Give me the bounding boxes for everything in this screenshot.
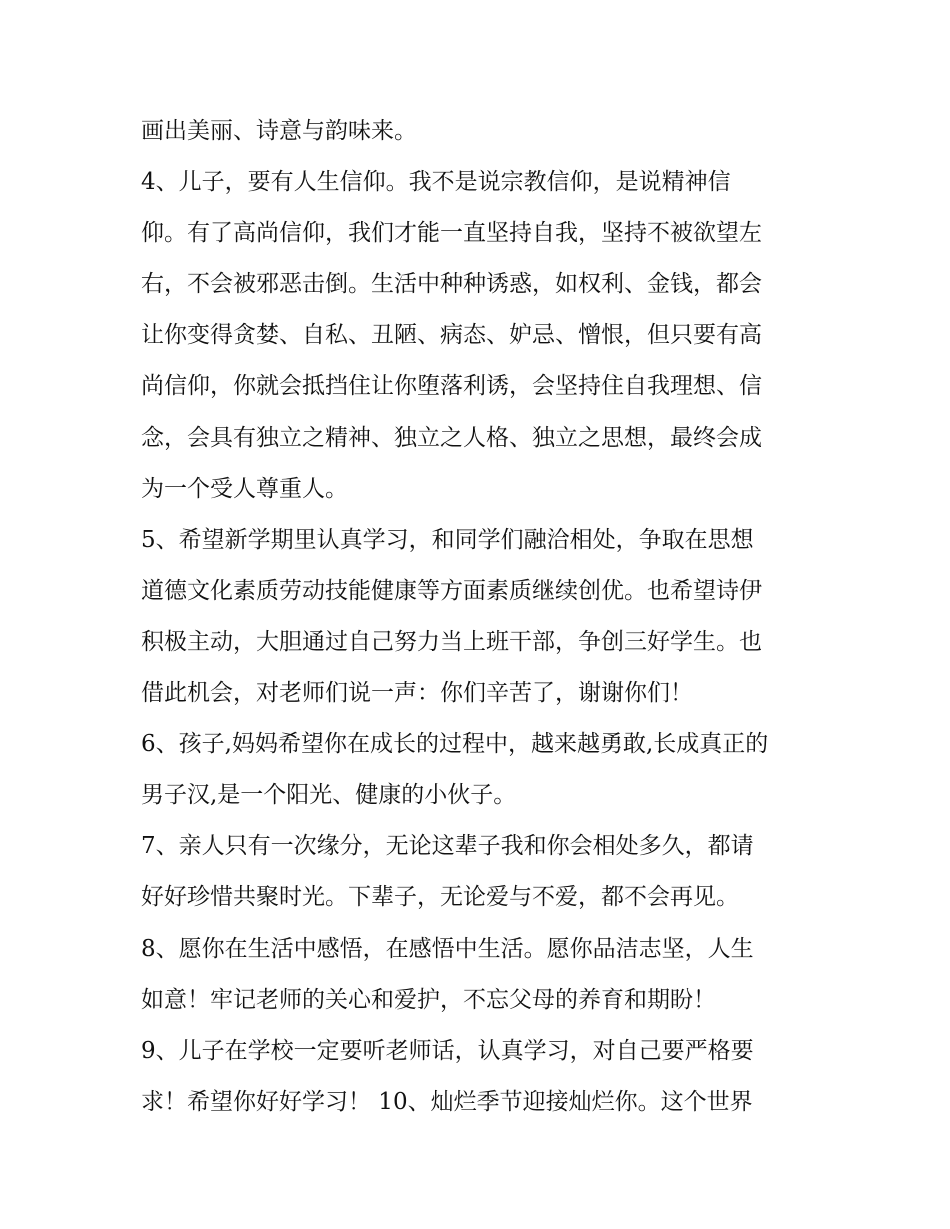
text-line: 求！希望你好好学习！ 10、灿烂季节迎接灿烂你。这个世界 xyxy=(141,1088,753,1115)
text-line: 如意！牢记老师的关心和爱护，不忘父母的养育和期盼！ xyxy=(141,986,716,1013)
document-body xyxy=(141,106,821,1128)
text-line: 7、亲人只有一次缘分，无论这辈子我和你会相处多久，都请 xyxy=(141,833,754,860)
text-line: 尚信仰，你就会抵挡住让你堕落利诱，会坚持住自我理想、信 xyxy=(141,373,762,400)
text-line: 积极主动，大胆通过自己努力当上班干部，争创三好学生。也 xyxy=(141,628,762,655)
text-line: 借此机会，对老师们说一声：你们辛苦了，谢谢你们！ xyxy=(141,680,693,707)
text-line: 画出美丽、诗意与韵味来。 xyxy=(141,118,417,144)
text-line: 为一个受人尊重人。 xyxy=(141,475,348,502)
text-line: 念，会具有独立之精神、独立之人格、独立之思想，最终会成 xyxy=(141,424,762,451)
text-line: 8、愿你在生活中感悟，在感悟中生活。愿你品洁志坚，人生 xyxy=(141,935,754,962)
text-line: 右，不会被邪恶击倒。生活中种种诱惑，如权利、金钱，都会 xyxy=(141,271,762,298)
text-line: 让你变得贪婪、自私、丑陋、病态、妒忌、憎恨，但只要有高 xyxy=(141,322,762,349)
text-line: 仰。有了高尚信仰，我们才能一直坚持自我，坚持不被欲望左 xyxy=(141,220,762,247)
text-line: 男子汉,是一个阳光、健康的小伙子。 xyxy=(141,782,517,809)
text-line: 9、儿子在学校一定要听老师话，认真学习，对自己要严格要 xyxy=(141,1037,754,1064)
text-line: 道德文化素质劳动技能健康等方面素质继续创优。也希望诗伊 xyxy=(141,577,762,604)
text-line: 5、希望新学期里认真学习，和同学们融洽相处，争取在思想 xyxy=(141,526,754,553)
text-line: 4、儿子，要有人生信仰。我不是说宗教信仰，是说精神信 xyxy=(141,169,731,196)
text-line: 6、孩子,妈妈希望你在成长的过程中，越来越勇敢,长成真正的 xyxy=(141,731,769,758)
text-line: 好好珍惜共聚时光。下辈子，无论爱与不爱，都不会再见。 xyxy=(141,884,739,911)
